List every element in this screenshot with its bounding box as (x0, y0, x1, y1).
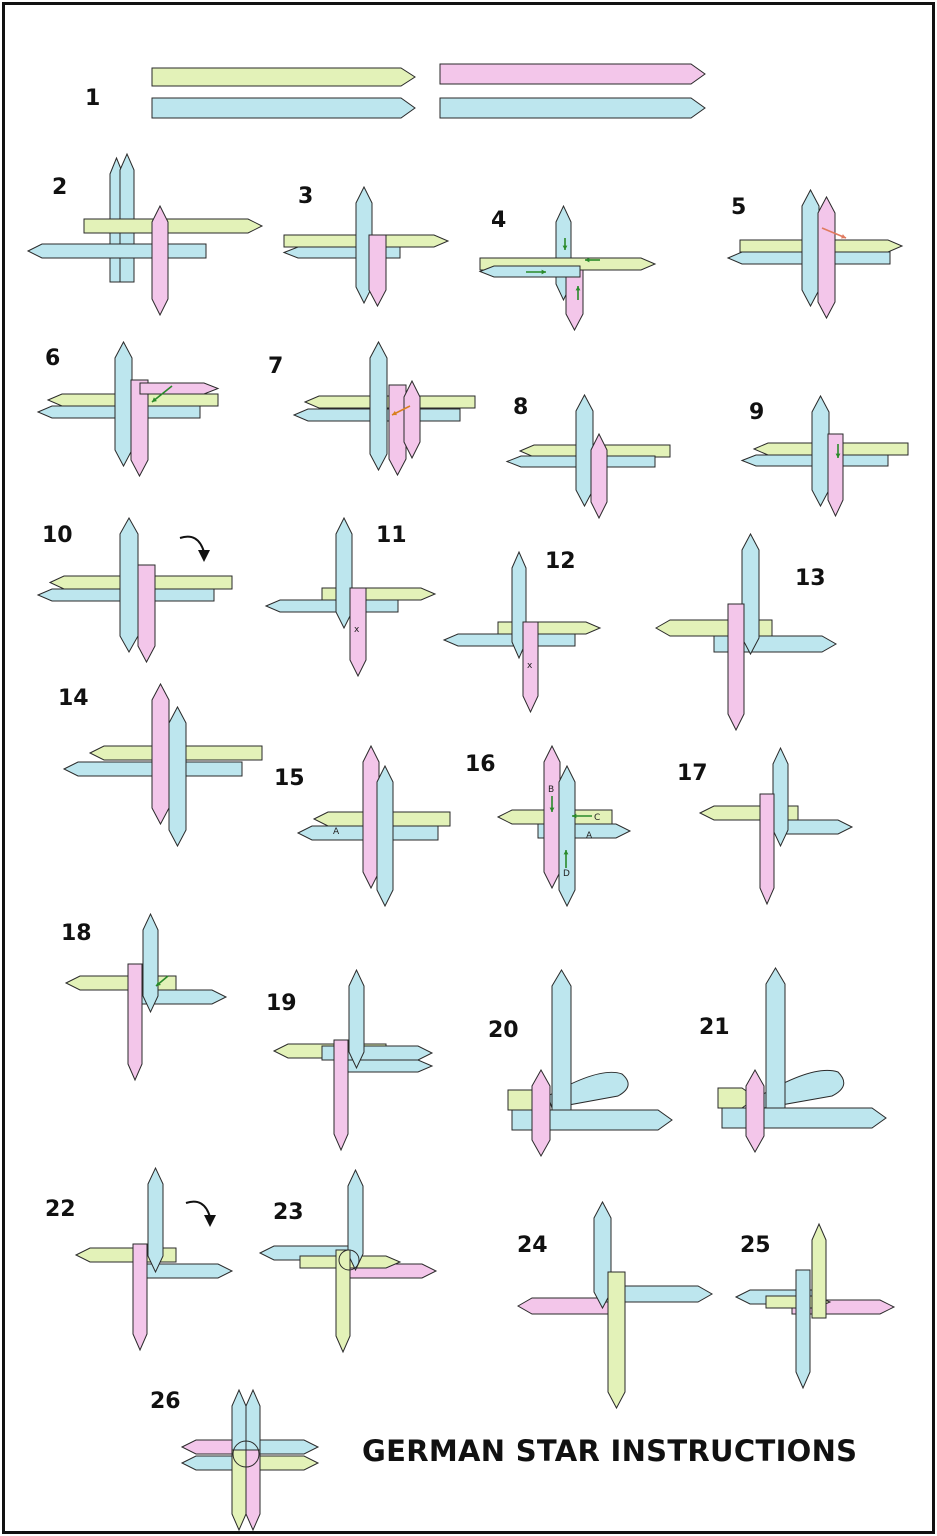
s5-strip-pink (818, 197, 835, 318)
s9-strip-pink (828, 434, 843, 516)
s26-strip-pink-v (246, 1450, 260, 1530)
s24-strip-green-v (608, 1272, 625, 1408)
step-12-number: 12 (545, 549, 576, 574)
s16-label-d: D (563, 869, 570, 879)
s10-curl-arrow-head (198, 550, 210, 562)
s13-strip-blue-v (742, 534, 759, 654)
s7-strip-pink-b (404, 381, 420, 458)
s12-strip-blue (444, 634, 575, 646)
s17-strip-pink (760, 794, 774, 904)
step-5-number: 5 (731, 195, 747, 220)
s16-label-a: A (586, 831, 593, 841)
s20-strip-blue-v (552, 970, 571, 1110)
s13-strip-pink (728, 604, 744, 730)
s2-strip-blue-v2 (120, 154, 134, 282)
s10-strip-pink (138, 565, 155, 662)
s8-strip-pink (591, 434, 607, 518)
s18-strip-blue-v (143, 914, 158, 1012)
s17-strip-blue-v (773, 748, 788, 846)
step-8-number: 8 (513, 395, 529, 420)
step-10-number: 10 (42, 523, 73, 548)
s23-strip-green-v (336, 1250, 350, 1352)
s10-curl-arrow (180, 537, 204, 552)
step-7-number: 7 (268, 354, 284, 379)
s11-label-x: x (354, 625, 360, 635)
s6-strip-pink-h (140, 383, 218, 394)
step-1-number: 1 (85, 86, 101, 111)
s9-strip-blue-v (812, 396, 829, 506)
s19-strip-pink (334, 1040, 348, 1150)
s21-strip-pink (746, 1070, 764, 1152)
step-17-number: 17 (677, 761, 708, 786)
s22-curl-arrow-head (204, 1215, 216, 1227)
s21-strip-blue-v (766, 968, 785, 1108)
s19-strip-blue-b (336, 1060, 432, 1072)
s1-strip-blue-a (152, 98, 415, 118)
s8-strip-blue-v (576, 395, 593, 506)
s2-strip-green (84, 219, 262, 233)
step-21-number: 21 (699, 1015, 730, 1040)
s6-strip-blue-v (115, 342, 132, 466)
s2-strip-pink (152, 206, 168, 315)
s7-strip-blue-v (370, 342, 387, 470)
step-16-number: 16 (465, 752, 496, 777)
step-22-number: 22 (45, 1197, 76, 1222)
step-9-number: 9 (749, 400, 765, 425)
s3-strip-pink (369, 235, 386, 306)
s5-strip-blue-v (802, 190, 819, 306)
s22-strip-pink (133, 1244, 147, 1350)
step-19-number: 19 (266, 991, 297, 1016)
s14-strip-pink (152, 684, 169, 824)
s22-strip-blue-v (148, 1168, 163, 1272)
s15-strip-blue-v (377, 766, 393, 906)
s16-strip-pink (544, 746, 560, 888)
step-2-number: 2 (52, 175, 68, 200)
step-3-number: 3 (298, 184, 314, 209)
s22-curl-arrow (186, 1202, 210, 1217)
s26-strip-green-v (232, 1450, 246, 1530)
s10-strip-blue-v (120, 518, 138, 652)
step-18-number: 18 (61, 921, 92, 946)
s16-label-c: C (594, 813, 601, 823)
s22-strip-blue (134, 1264, 232, 1278)
s14-strip-blue-v (169, 707, 186, 846)
step-15-number: 15 (274, 766, 305, 791)
s25-strip-green-v (812, 1224, 826, 1318)
s18-strip-pink (128, 964, 142, 1080)
s25-strip-blue-v (796, 1270, 810, 1388)
step-23-number: 23 (273, 1200, 304, 1225)
step-14-number: 14 (58, 686, 89, 711)
s7-strip-pink (389, 385, 406, 475)
step-4-number: 4 (491, 208, 507, 233)
step-26-number: 26 (150, 1389, 181, 1414)
step-25-number: 25 (740, 1233, 771, 1258)
s19-strip-blue-v (349, 970, 364, 1068)
step-11-number: 11 (376, 523, 407, 548)
page-title: GERMAN STAR INSTRUCTIONS (362, 1434, 858, 1468)
step-13-number: 13 (795, 566, 826, 591)
s11-strip-blue (266, 600, 398, 612)
s2-strip-blue-h (28, 244, 206, 258)
s1-strip-pink (440, 64, 705, 84)
s16-strip-blue-v (559, 766, 575, 906)
s20-strip-pink (532, 1070, 550, 1156)
s1-strip-green (152, 68, 415, 86)
s15-label-a: A (333, 827, 340, 837)
s12-label-x: x (527, 661, 533, 671)
step-20-number: 20 (488, 1018, 519, 1043)
s16-label-b: B (548, 785, 555, 795)
step-24-number: 24 (517, 1233, 548, 1258)
step-6-number: 6 (45, 346, 61, 371)
s1-strip-blue-b (440, 98, 705, 118)
